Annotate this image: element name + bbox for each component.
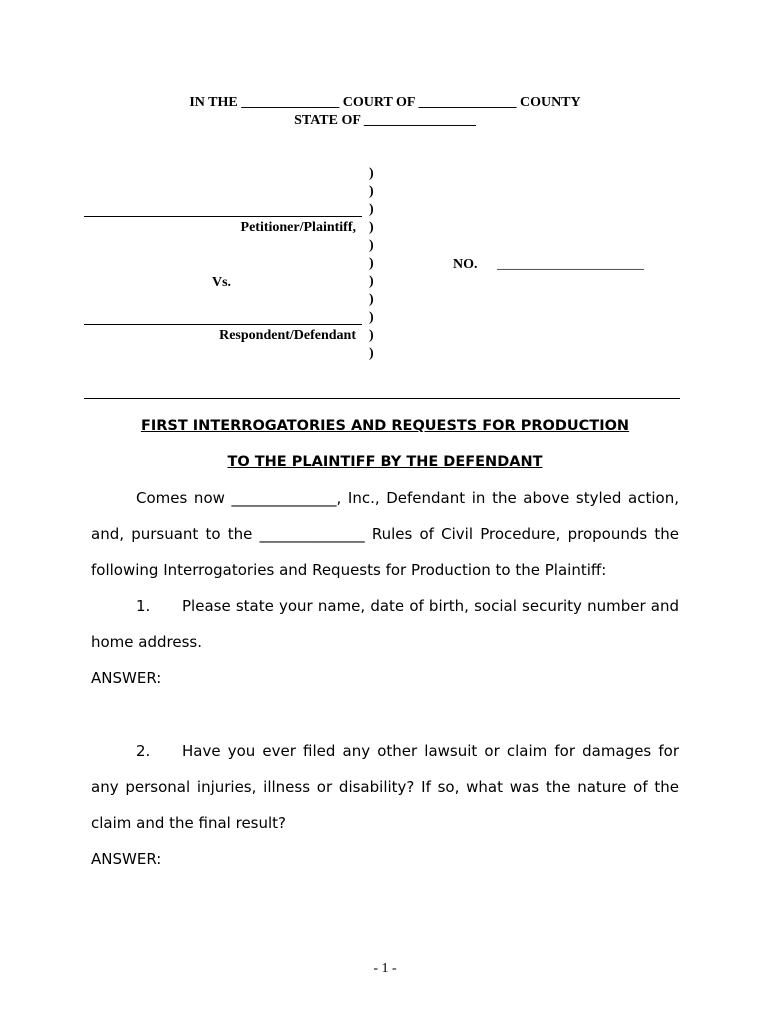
caption-paren-column bbox=[369, 165, 379, 363]
state-header-line: STATE OF ________________ bbox=[294, 113, 476, 128]
case-number-blank: _____________________ bbox=[497, 257, 644, 272]
petitioner-signature-line bbox=[84, 216, 362, 217]
respondent-label: Respondent/Defendant bbox=[219, 328, 356, 343]
question-text: claim and the final result? bbox=[91, 814, 287, 832]
court-header-line: IN THE ______________ COURT OF ______________ COUNTY bbox=[189, 95, 581, 110]
intro-line: Comes now ______________, Inc., Defendant in the above styled action, bbox=[136, 489, 679, 507]
answer-label: ANSWER: bbox=[91, 850, 162, 868]
caption-paren: ) bbox=[369, 328, 374, 343]
question-text: Please state your name, date of birth, social security number and bbox=[182, 597, 679, 615]
answer-label: ANSWER: bbox=[91, 669, 162, 687]
caption-divider bbox=[84, 398, 680, 399]
caption-paren: ) bbox=[369, 274, 374, 289]
caption-paren: ) bbox=[369, 202, 374, 217]
question-number: 2. bbox=[136, 742, 151, 760]
caption-paren: ) bbox=[369, 256, 374, 271]
caption-paren: ) bbox=[369, 310, 374, 325]
question-number: 1. bbox=[136, 597, 151, 615]
caption-paren: ) bbox=[369, 184, 374, 199]
caption-paren: ) bbox=[369, 166, 374, 181]
question-text: any personal injuries, illness or disability? If so, what was the nature of the bbox=[91, 778, 679, 796]
petitioner-label: Petitioner/Plaintiff, bbox=[240, 220, 356, 235]
respondent-signature-line bbox=[84, 324, 362, 325]
document-title-line1: FIRST INTERROGATORIES AND REQUESTS FOR PRODUCTION bbox=[140, 418, 630, 434]
caption-paren: ) bbox=[369, 238, 374, 253]
page-number: - 1 - bbox=[373, 961, 397, 976]
case-number-label: NO. bbox=[453, 257, 478, 272]
document-title-line2: TO THE PLAINTIFF BY THE DEFENDANT bbox=[227, 454, 543, 470]
intro-line: following Interrogatories and Requests for Production to the Plaintiff: bbox=[91, 561, 607, 579]
caption-paren: ) bbox=[369, 292, 374, 307]
question-text: Have you ever filed any other lawsuit or claim for damages for bbox=[182, 742, 679, 760]
caption-paren: ) bbox=[369, 346, 374, 361]
caption-paren: ) bbox=[369, 220, 374, 235]
versus-label: Vs. bbox=[212, 275, 232, 290]
intro-line: and, pursuant to the ______________ Rules of Civil Procedure, propounds the bbox=[91, 525, 679, 543]
question-text: home address. bbox=[91, 633, 202, 651]
